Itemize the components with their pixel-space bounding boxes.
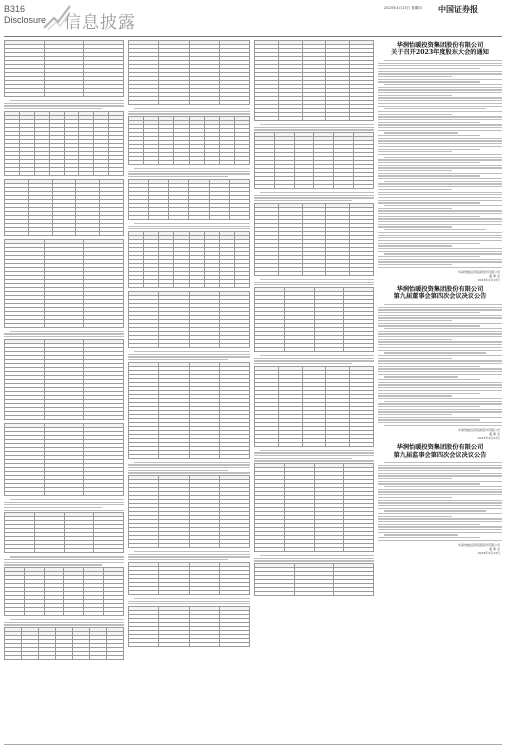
financial-table xyxy=(128,606,250,647)
text-line xyxy=(128,228,250,229)
text-line xyxy=(4,105,124,106)
text-line xyxy=(378,347,502,348)
text-line xyxy=(384,229,486,230)
text-line xyxy=(378,384,502,385)
notice-body xyxy=(378,304,502,426)
text-line xyxy=(128,603,250,604)
text-line xyxy=(384,328,502,329)
text-line xyxy=(378,226,452,227)
text-line xyxy=(384,486,502,487)
text-line xyxy=(254,195,374,196)
text-line xyxy=(134,351,250,352)
text-line xyxy=(378,358,452,359)
text-line xyxy=(378,409,502,410)
masthead-rule xyxy=(4,36,502,37)
text-line xyxy=(378,382,502,383)
financial-table xyxy=(4,179,124,236)
notice-body xyxy=(378,60,502,268)
text-line xyxy=(378,473,502,474)
text-line xyxy=(128,464,250,465)
text-line xyxy=(378,259,502,260)
text-line xyxy=(378,309,502,310)
column-financial-tables-2 xyxy=(128,40,250,740)
text-line xyxy=(378,178,502,179)
text-line xyxy=(10,100,124,101)
text-line xyxy=(4,333,124,334)
page-code: B316 xyxy=(4,4,26,14)
text-line xyxy=(254,558,374,559)
text-line xyxy=(128,171,250,172)
text-line xyxy=(378,213,502,214)
text-line xyxy=(378,537,480,538)
text-line xyxy=(254,127,374,128)
text-line xyxy=(134,168,250,169)
text-line xyxy=(378,529,502,530)
financial-table xyxy=(254,287,374,352)
text-line xyxy=(384,304,502,305)
text-line xyxy=(378,103,502,104)
text-line xyxy=(378,315,502,316)
text-line xyxy=(254,560,374,561)
text-line xyxy=(378,79,502,80)
text-line xyxy=(378,371,502,372)
text-line xyxy=(254,129,374,130)
text-line xyxy=(378,143,502,144)
financial-table xyxy=(128,179,250,220)
financial-table xyxy=(4,423,124,496)
column-financial-tables-1 xyxy=(4,40,124,740)
text-line xyxy=(378,200,502,201)
text-line xyxy=(378,154,502,155)
text-line xyxy=(128,559,228,560)
text-line xyxy=(128,472,250,473)
text-line xyxy=(378,325,480,326)
text-line xyxy=(378,138,502,139)
text-line xyxy=(378,235,502,236)
footer-rule xyxy=(4,744,502,745)
financial-table xyxy=(4,111,124,176)
text-line xyxy=(378,467,502,468)
text-line xyxy=(384,84,502,85)
text-line xyxy=(384,425,502,426)
financial-table xyxy=(128,362,250,459)
text-line xyxy=(378,333,502,334)
text-line xyxy=(378,192,502,193)
notice-signature: 华润怡暖投资集团股份有限公司 监 事 会 2023年4月13日 xyxy=(457,543,500,556)
text-line xyxy=(134,223,250,224)
text-line xyxy=(378,521,502,522)
text-line xyxy=(378,124,502,125)
text-line xyxy=(384,401,502,402)
text-line xyxy=(254,455,374,456)
disclosure-label: Disclosure xyxy=(4,15,47,25)
text-line xyxy=(378,497,452,498)
text-line xyxy=(378,470,480,471)
text-line xyxy=(4,504,124,505)
text-line xyxy=(378,264,452,265)
text-line xyxy=(378,508,502,509)
text-line xyxy=(4,108,102,109)
notice-signature: 华润怡暖投资集团股份有限公司 董 事 会 2023年4月13日 xyxy=(457,270,500,283)
text-line xyxy=(384,376,458,377)
text-line xyxy=(384,132,458,133)
text-line xyxy=(378,224,502,225)
text-line xyxy=(378,526,502,527)
text-line xyxy=(378,317,502,318)
text-line xyxy=(378,210,502,211)
text-line xyxy=(10,619,124,620)
text-line xyxy=(378,390,502,391)
text-line xyxy=(378,151,452,152)
text-line xyxy=(378,245,452,246)
text-line xyxy=(260,124,374,125)
text-line xyxy=(378,122,480,123)
text-line xyxy=(128,354,250,355)
text-line xyxy=(4,510,124,511)
text-line xyxy=(378,159,502,160)
text-line xyxy=(378,483,480,484)
text-line xyxy=(378,393,480,394)
text-line xyxy=(260,555,374,556)
text-line xyxy=(378,149,480,150)
text-line xyxy=(4,103,124,104)
text-line xyxy=(254,458,352,459)
text-line xyxy=(378,197,502,198)
text-line xyxy=(378,73,502,74)
text-line xyxy=(378,173,502,174)
text-line xyxy=(378,419,480,420)
financial-table xyxy=(128,475,250,548)
text-line xyxy=(378,208,452,209)
text-line xyxy=(378,406,480,407)
text-line xyxy=(378,465,502,466)
text-line xyxy=(378,261,502,262)
text-line xyxy=(378,119,502,120)
text-line xyxy=(384,462,502,463)
notice-signature: 华润怡暖投资集团股份有限公司 董 事 会 2023年4月13日 xyxy=(457,428,500,441)
text-line xyxy=(378,307,502,308)
masthead xyxy=(0,0,506,36)
text-line xyxy=(378,513,502,514)
text-line xyxy=(378,363,502,364)
text-line xyxy=(378,387,502,388)
text-line xyxy=(134,551,250,552)
text-line xyxy=(378,95,452,96)
financial-table xyxy=(254,563,374,596)
text-line xyxy=(378,368,502,369)
text-line xyxy=(378,320,452,321)
text-line xyxy=(378,414,452,415)
column-financial-tables-3 xyxy=(254,40,374,740)
text-line xyxy=(384,253,502,254)
text-line xyxy=(378,232,502,233)
financial-table xyxy=(128,562,250,595)
text-line xyxy=(378,68,480,69)
text-line xyxy=(378,248,502,249)
text-line xyxy=(384,108,486,109)
text-line xyxy=(378,76,452,77)
text-line xyxy=(378,518,502,519)
text-line xyxy=(378,165,502,166)
text-line xyxy=(4,564,102,565)
text-line xyxy=(384,181,502,182)
text-line xyxy=(378,146,502,147)
text-line xyxy=(378,374,502,375)
notice-body xyxy=(378,462,502,541)
financial-table xyxy=(4,339,124,420)
text-line xyxy=(254,284,374,285)
text-line xyxy=(378,532,502,533)
text-line xyxy=(378,331,502,332)
text-line xyxy=(378,221,502,222)
financial-table xyxy=(4,40,124,97)
notice-agm xyxy=(378,42,502,282)
financial-table xyxy=(4,567,124,616)
text-line xyxy=(260,192,374,193)
text-line xyxy=(378,500,502,501)
text-line xyxy=(4,562,124,563)
text-line xyxy=(378,183,502,184)
text-line xyxy=(384,157,502,158)
text-line xyxy=(4,507,102,508)
text-line xyxy=(254,358,374,359)
text-line xyxy=(378,135,480,136)
financial-table xyxy=(128,291,250,348)
text-line xyxy=(378,127,502,128)
text-line xyxy=(378,516,452,517)
text-line xyxy=(378,106,502,107)
text-line xyxy=(378,491,502,492)
text-line xyxy=(134,462,250,463)
text-line xyxy=(378,339,452,340)
text-line xyxy=(10,556,124,557)
text-line xyxy=(4,559,124,560)
notice-supervisory-resolution xyxy=(378,444,502,555)
text-line xyxy=(260,279,374,280)
text-line xyxy=(254,460,374,461)
text-line xyxy=(378,366,480,367)
notice-title: 华润怡暖投资集团股份有限公司 关于召开2023年度股东大会的通知 xyxy=(391,42,489,57)
text-line xyxy=(378,494,502,495)
text-line xyxy=(10,331,124,332)
text-line xyxy=(378,350,502,351)
financial-table xyxy=(254,132,374,189)
text-line xyxy=(128,359,228,360)
text-line xyxy=(378,540,502,541)
text-line xyxy=(378,189,452,190)
text-line xyxy=(378,489,502,490)
text-line xyxy=(254,363,352,364)
text-line xyxy=(378,202,480,203)
text-line xyxy=(254,200,352,201)
text-line xyxy=(254,360,374,361)
notice-title: 华润怡暖投资集团股份有限公司 第九届董事会第四次会议决议公告 xyxy=(393,286,487,301)
text-line xyxy=(378,312,480,313)
financial-table xyxy=(4,627,124,660)
financial-table xyxy=(254,40,374,121)
text-line xyxy=(254,197,374,198)
text-line xyxy=(378,422,502,423)
text-line xyxy=(10,499,124,500)
text-line xyxy=(378,379,480,380)
text-line xyxy=(378,481,502,482)
text-line xyxy=(378,186,502,187)
column-notices xyxy=(378,40,502,740)
text-line xyxy=(4,622,124,623)
text-line xyxy=(378,243,480,244)
text-line xyxy=(128,554,250,555)
text-line xyxy=(134,598,250,599)
text-line xyxy=(254,282,374,283)
text-line xyxy=(378,267,502,268)
text-line xyxy=(378,71,502,72)
text-line xyxy=(378,237,502,238)
financial-table xyxy=(4,512,124,553)
text-line xyxy=(378,114,452,115)
text-line xyxy=(378,81,480,82)
text-line xyxy=(378,411,502,412)
text-line xyxy=(378,505,502,506)
text-line xyxy=(4,502,124,503)
text-line xyxy=(378,89,502,90)
text-line xyxy=(384,534,458,535)
text-line xyxy=(384,205,502,206)
financial-table xyxy=(254,463,374,552)
text-line xyxy=(128,111,250,112)
text-line xyxy=(378,216,480,217)
text-line xyxy=(254,452,374,453)
text-line xyxy=(378,478,452,479)
financial-table xyxy=(128,40,250,105)
financial-table xyxy=(254,366,374,447)
text-line xyxy=(378,167,502,168)
text-line xyxy=(378,344,502,345)
text-line xyxy=(128,356,250,357)
text-line xyxy=(378,218,502,219)
text-line xyxy=(378,97,502,98)
text-line xyxy=(378,336,502,337)
text-line xyxy=(378,524,480,525)
text-line xyxy=(378,323,502,324)
text-line xyxy=(378,341,502,342)
financial-table xyxy=(128,116,250,165)
text-line xyxy=(378,251,502,252)
text-line xyxy=(378,65,502,66)
financial-table xyxy=(254,203,374,276)
text-line xyxy=(378,395,452,396)
notice-board-resolution xyxy=(378,286,502,440)
text-line xyxy=(128,173,250,174)
text-line xyxy=(384,510,486,511)
financial-table xyxy=(4,239,124,328)
text-line xyxy=(378,170,452,171)
text-line xyxy=(378,87,502,88)
text-line xyxy=(378,355,502,356)
notice-title: 华润怡暖投资集团股份有限公司 第九届监事会第四次会议决议公告 xyxy=(393,444,487,459)
issue-date: 2023年4月13日 星期四 xyxy=(384,6,422,10)
text-line xyxy=(128,556,250,557)
text-line xyxy=(128,467,250,468)
section-title: 信息披露 xyxy=(64,13,136,33)
text-line xyxy=(378,403,502,404)
text-line xyxy=(378,162,480,163)
text-line xyxy=(378,130,502,131)
text-line xyxy=(378,175,480,176)
text-line xyxy=(378,398,502,399)
text-line xyxy=(4,336,124,337)
text-line xyxy=(384,352,486,353)
text-line xyxy=(260,450,374,451)
text-line xyxy=(134,108,250,109)
text-line xyxy=(378,360,502,361)
text-line xyxy=(378,417,502,418)
text-line xyxy=(378,116,502,117)
text-line xyxy=(378,194,502,195)
text-line xyxy=(384,60,502,61)
text-line xyxy=(378,475,502,476)
text-line xyxy=(378,92,502,93)
text-line xyxy=(128,470,228,471)
text-line xyxy=(378,140,502,141)
text-line xyxy=(128,113,250,114)
text-line xyxy=(4,624,124,625)
financial-table xyxy=(128,231,250,288)
text-line xyxy=(378,502,502,503)
text-line xyxy=(260,355,374,356)
text-line xyxy=(128,176,228,177)
text-line xyxy=(378,111,502,112)
text-line xyxy=(378,100,502,101)
text-line xyxy=(128,226,250,227)
text-line xyxy=(378,240,502,241)
text-line xyxy=(378,63,502,64)
newspaper-name: 中国证券报 xyxy=(438,4,478,14)
text-line xyxy=(378,256,480,257)
text-line xyxy=(128,601,250,602)
